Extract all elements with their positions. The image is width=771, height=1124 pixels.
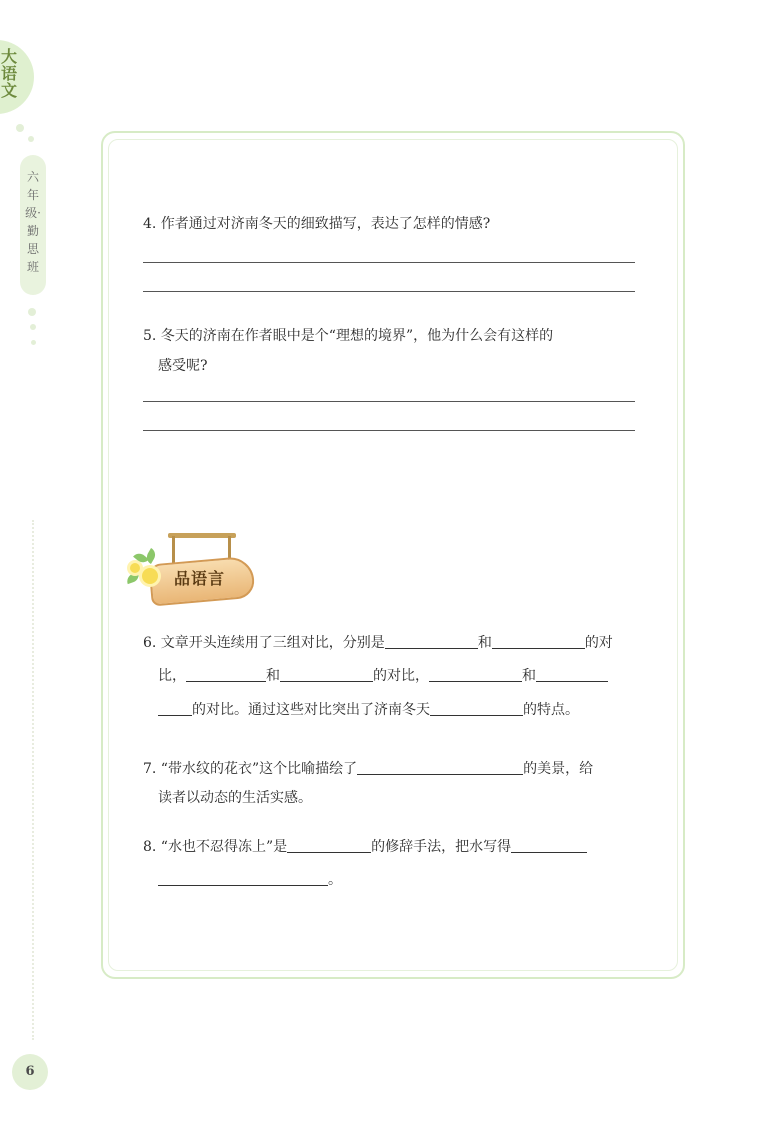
fill-blank[interactable] (158, 869, 328, 886)
side-dot (28, 136, 34, 142)
side-dot (16, 124, 24, 132)
question-8-line-2 (143, 863, 342, 897)
side-tab-label: 六年级·勤思班 (25, 170, 41, 274)
side-dot (30, 324, 36, 330)
answer-line[interactable] (143, 291, 635, 292)
section-banner (120, 530, 260, 610)
question-6-line-2 (143, 659, 608, 693)
question-8-text: 8. “水也不忍得冻上”是 (143, 839, 288, 855)
fill-blank[interactable] (430, 699, 523, 716)
question-7-text: 7. “带水纹的花衣”这个比喻描绘了 (143, 761, 358, 777)
answer-line[interactable] (143, 401, 635, 402)
question-6-line-1 (143, 626, 613, 660)
side-top-label: 大语文 (0, 47, 17, 100)
question-8-text: 的修辞手法，把水写得 (371, 839, 512, 855)
answer-line[interactable] (143, 430, 635, 431)
fill-blank[interactable] (492, 632, 585, 649)
question-7-text: 的美景，给 (523, 761, 594, 777)
question-6-text: 6. 文章开头连续用了三组对比，分别是 (143, 635, 385, 651)
side-dot (28, 308, 36, 316)
question-6-text: 的对 (584, 635, 613, 651)
question-6-text: 和 (522, 668, 536, 684)
question-6-text: 的特点。 (523, 702, 579, 718)
answer-line[interactable] (143, 262, 635, 263)
banner-rod (168, 533, 236, 538)
fill-blank[interactable] (287, 836, 371, 853)
flower-icon (142, 568, 158, 584)
side-dotted-line (32, 520, 34, 1040)
question-7-line-2: 读者以动态的生活实感。 (158, 790, 312, 806)
page-number: 6 (25, 1064, 35, 1079)
banner-post (172, 536, 175, 564)
question-6-text: 的对比。通过这些对比突出了济南冬天 (192, 702, 430, 718)
fill-blank[interactable] (385, 632, 478, 649)
question-6-text: 比， (158, 668, 186, 684)
question-8-line-1 (143, 830, 587, 864)
question-5-line-1: 5. 冬天的济南在作者眼中是个“理想的境界”，他为什么会有这样的 (143, 328, 554, 344)
question-6-text: 的对比， (373, 668, 429, 684)
question-6-text: 和 (266, 668, 280, 684)
fill-blank[interactable] (158, 699, 192, 716)
leaf-icon (125, 572, 141, 584)
question-6-text: 和 (477, 635, 492, 651)
question-8-text: 。 (328, 872, 342, 888)
question-5-line-2: 感受呢? (158, 358, 208, 374)
fill-blank[interactable] (511, 836, 587, 853)
flower-icon (130, 563, 140, 573)
fill-blank[interactable] (186, 665, 266, 682)
question-6-line-3 (143, 693, 579, 727)
fill-blank[interactable] (429, 665, 522, 682)
fill-blank[interactable] (357, 758, 523, 775)
side-dot (31, 340, 36, 345)
fill-blank[interactable] (536, 665, 608, 682)
fill-blank[interactable] (280, 665, 373, 682)
section-title: 品语言 (174, 569, 226, 588)
question-4: 4. 作者通过对济南冬天的细致描写，表达了怎样的情感? (143, 216, 491, 232)
